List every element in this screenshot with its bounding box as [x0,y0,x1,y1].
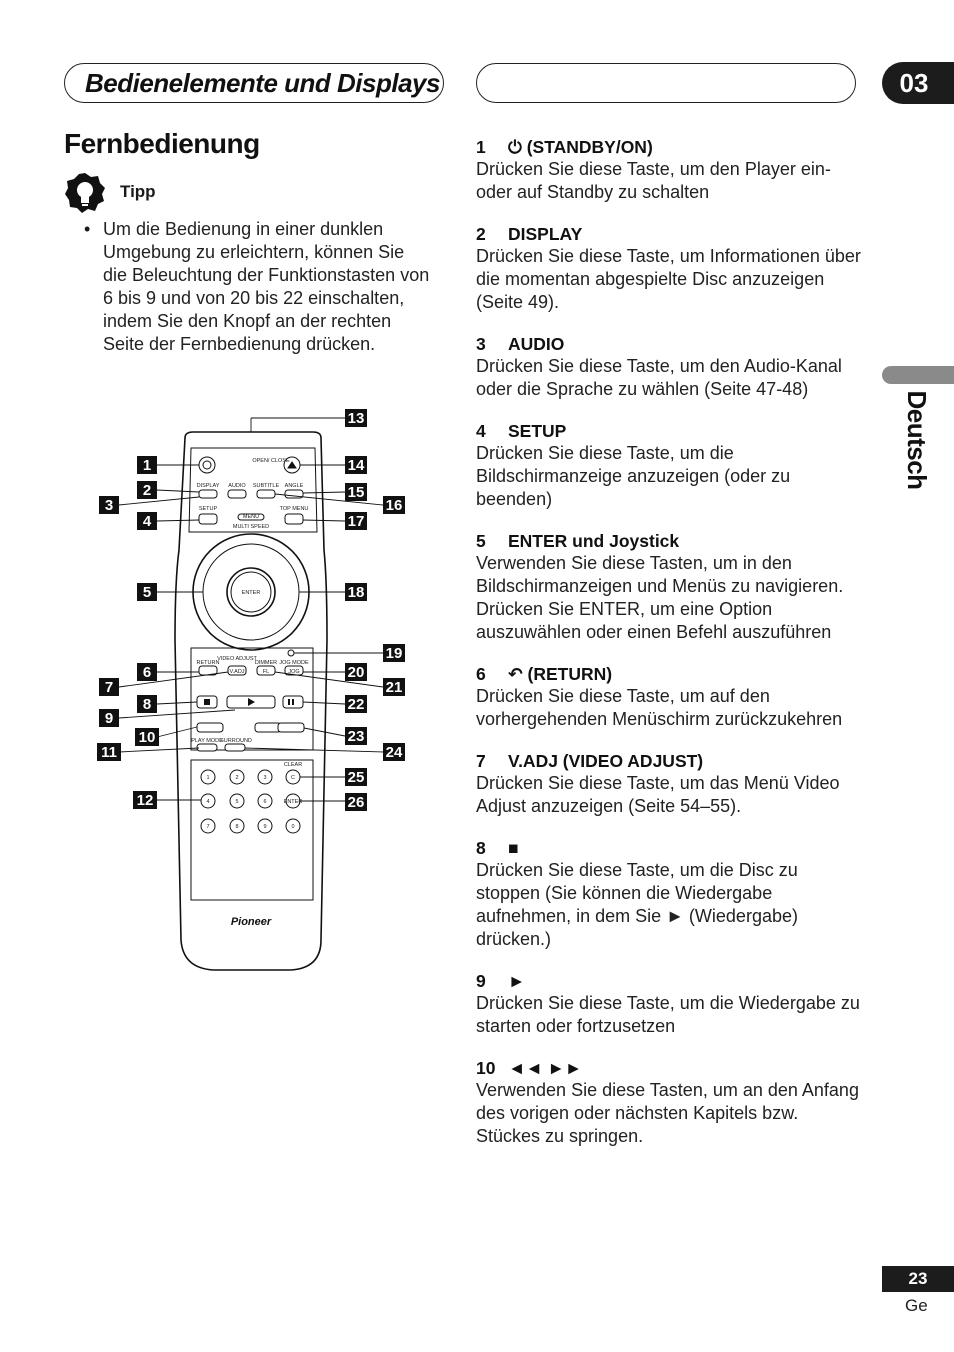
power-icon: ⏻ [508,137,527,157]
item-body: Drücken Sie diese Taste, um Informationen über die momentan abgespielte Disc anzuzeigen (Seite 49). [476,246,861,312]
item-body: Drücken Sie diese Taste, um die Disc zu stoppen (Sie können die Wiedergabe aufnehmen, in dem Sie ► (Wiedergabe) drücken.) [476,860,798,949]
key-enter: ENTER [283,799,303,805]
label-display: DISPLAY [196,483,220,489]
callout-5: 5 [142,584,152,601]
callout-19: 19 [385,645,403,662]
skip-icon: ◄◄ ►► [508,1058,583,1078]
callout-15: 15 [347,484,365,501]
callout-7: 7 [104,679,114,696]
tip-bullet: • [84,219,91,239]
key-1: 1 [206,775,210,781]
item-title: SETUP [508,421,567,441]
lightbulb-icon [64,172,106,214]
key-9: 9 [263,824,267,830]
label-fl: FL [262,669,270,675]
item-number: 4 [476,421,486,441]
callout-23: 23 [347,728,365,745]
item-list [476,136,861,1167]
item-title: (RETURN) [527,664,613,684]
remote-control-illustration [95,400,425,980]
key-7: 7 [206,824,210,830]
callout-17: 17 [347,513,365,530]
item-number: 7 [476,751,486,771]
label-multi-speed: MULTI SPEED [232,524,270,530]
list-item [476,970,861,1038]
label-vadj: V.ADJ [229,669,245,675]
label-enter: ENTER [241,590,261,596]
callout-8: 8 [142,696,152,713]
callout-11: 11 [101,744,117,761]
list-item [476,837,861,951]
key-5: 5 [235,799,239,805]
key-6: 6 [263,799,267,805]
key-3: 3 [263,775,267,781]
callout-13: 13 [347,410,365,427]
callout-3: 3 [104,497,114,514]
list-item [476,420,861,511]
page-language-code: Ge [905,1296,928,1315]
list-item [476,223,861,314]
tip-label: Tipp [120,182,156,201]
callout-21: 21 [385,679,403,696]
item-number: 3 [476,334,486,354]
page-number: 23 [882,1266,954,1292]
item-body: Drücken Sie diese Taste, um den Player ein- oder auf Standby zu schalten [476,159,831,202]
item-title: AUDIO [508,334,565,354]
item-number: 10 [476,1058,496,1078]
item-body: Drücken Sie diese Taste, um die Wiedergabe zu starten oder fortzusetzen [476,993,860,1036]
list-item [476,333,861,401]
item-number: 8 [476,838,486,858]
play-icon: ► [508,971,526,991]
label-jog-mode: JOG MODE [279,660,309,666]
item-title: DISPLAY [508,224,583,244]
item-body: Verwenden Sie diese Tasten, um in den Bildschirmanzeigen und Menüs zu navigieren. Drücken Sie ENTER, um eine Option auszuwählen oder einen Befehl auszuführen [476,553,844,642]
item-body: Drücken Sie diese Taste, um das Menü Video Adjust anzuzeigen (Seite 54–55). [476,773,840,816]
label-jog: JOG [288,669,300,675]
key-8: 8 [235,824,239,830]
callout-22: 22 [347,696,365,713]
tip-text: Um die Bedienung in einer dunklen Umgebung zu erleichtern, können Sie die Beleuchtung der Funktionstasten von 6 bis 9 und von 20 bis 22 einschalten, indem Sie den Knopf an der rechten Seite der Fernbedienung drücken. [103,219,430,354]
label-video-adjust: VIDEO ADJUST [217,656,257,662]
item-number: 2 [476,224,486,244]
callout-4: 4 [142,513,152,530]
header-empty-pill [476,63,856,103]
label-return: RETURN [196,660,220,666]
callout-6: 6 [142,664,152,681]
item-number: 5 [476,531,486,551]
callout-25: 25 [347,769,365,786]
brand-logo: Pioneer [230,916,272,928]
callout-20: 20 [347,664,365,681]
item-body: Verwenden Sie diese Tasten, um an den Anfang des vorigen oder nächsten Kapitels bzw. Stückes zu springen. [476,1080,859,1146]
item-body: Drücken Sie diese Taste, um die Bildschirmanzeige anzuzeigen (oder zu beenden) [476,443,791,509]
list-item [476,136,861,204]
callout-12: 12 [136,792,154,809]
callout-24: 24 [385,744,403,761]
list-item [476,663,861,731]
label-open-close: OPEN/ CLOSE [252,458,290,464]
item-body: Drücken Sie diese Taste, um auf den vorhergehenden Menüschirm zurückzukehren [476,686,843,729]
section-title: Fernbedienung [64,128,260,159]
callout-10: 10 [138,729,156,746]
item-number: 6 [476,664,486,684]
label-menu: MENU [242,514,260,520]
label-angle: ANGLE [284,483,304,489]
list-item [476,530,861,644]
key-clear: C [291,775,295,781]
stop-icon: ■ [508,838,519,858]
key-0: 0 [291,824,295,830]
key-4: 4 [206,799,210,805]
item-title: V.ADJ (VIDEO ADJUST) [508,751,704,771]
label-setup: SETUP [198,506,218,512]
label-top-menu: TOP MENU [279,506,309,512]
item-body: Drücken Sie diese Taste, um den Audio-Kanal oder die Sprache zu wählen (Seite 47-48) [476,356,842,399]
label-play-mode: PLAY MODE [191,738,223,744]
list-item [476,1057,861,1148]
header-section-pill [64,63,444,103]
callout-2: 2 [142,482,152,499]
language-tab-label: Deutsch [902,390,932,490]
label-subtitle: SUBTITLE [252,483,280,489]
callout-1: 1 [142,457,152,474]
item-title: (STANDBY/ON) [526,137,653,157]
label-dimmer: DIMMER [254,660,278,666]
key-2: 2 [235,775,239,781]
list-item [476,750,861,818]
callout-16: 16 [385,497,403,514]
label-surround: SURROUND [220,738,252,744]
item-number: 9 [476,971,486,991]
callout-18: 18 [347,584,365,601]
callout-26: 26 [347,794,365,811]
callout-9: 9 [104,710,114,727]
item-number: 1 [476,137,486,157]
callout-14: 14 [347,457,365,474]
label-clear: CLEAR [283,762,303,768]
label-audio: AUDIO [228,483,246,489]
header-title: Bedienelemente und Displays [85,68,440,98]
chapter-badge: 03 [882,62,954,104]
item-title: ENTER und Joystick [508,531,680,551]
return-icon: ↶ [508,664,528,684]
